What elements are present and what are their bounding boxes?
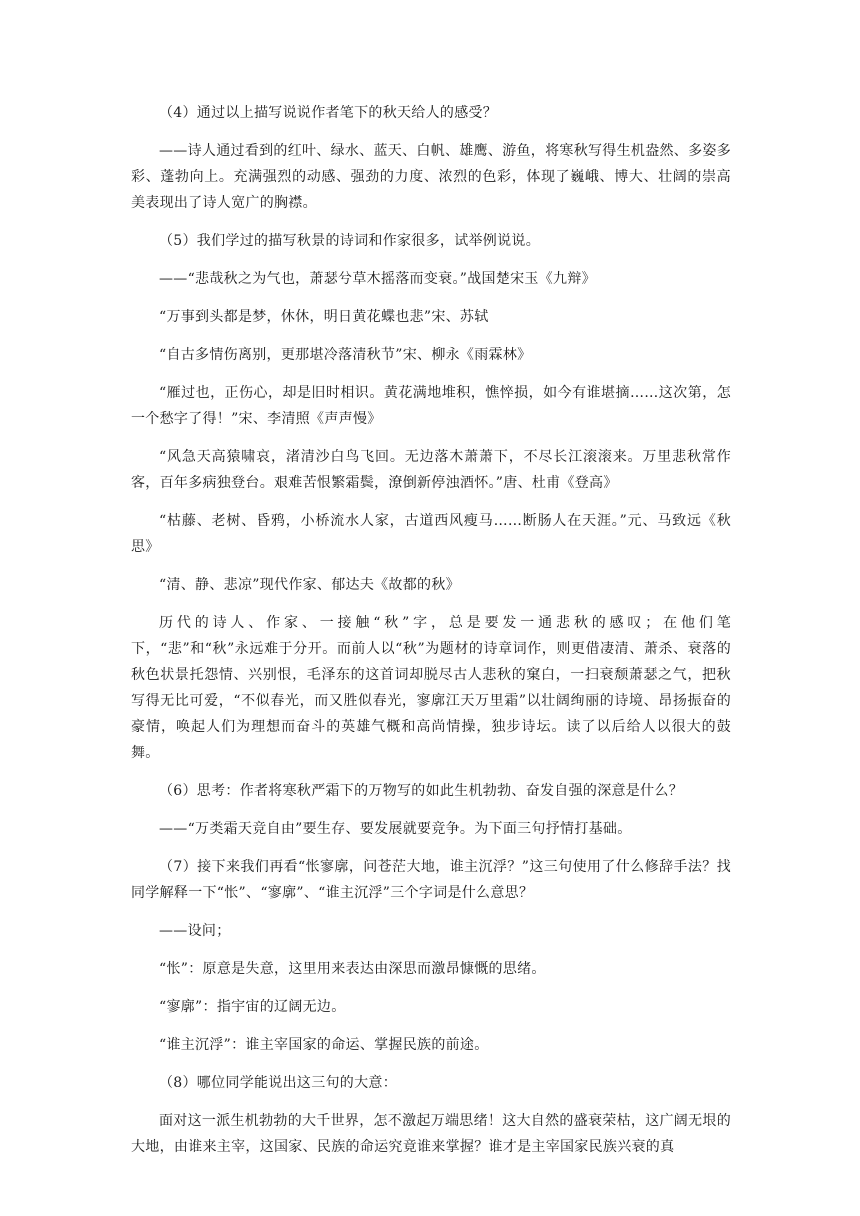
- question-7: （7）接下来我们再看“怅寥廓，问苍茫大地，谁主沉浮？”这三句使用了什么修辞手法？找同学解释一下“怅”、“寥廓”、“谁主沉浮”三个字词是什么意思？: [131, 859, 731, 901]
- quote-yudafu: “清、静、悲凉”现代作家、郁达夫《故都的秋》: [159, 577, 460, 593]
- answer-7: ——设问；: [159, 923, 231, 939]
- definition-liaokuo: “寥廓”：指宇宙的辽阔无边。: [159, 999, 346, 1015]
- answer-8: 面对这一派生机勃勃的大千世界，怎不激起万端思绪！这大自然的盛衰荣枯，这广阔无垠的大地，由谁来主宰，这国家、民族的命运究竟谁来掌握？谁才是主宰国家民族兴衰的真: [131, 1113, 731, 1155]
- answer-6: ——“万类霜天竞自由”要生存、要发展就要竞争。为下面三句抒情打基础。: [159, 821, 632, 837]
- question-5: （5）我们学过的描写秋景的诗词和作家很多，试举例说说。: [159, 233, 541, 249]
- question-6: （6）思考：作者将寒秋严霜下的万物写的如此生机勃勃、奋发自强的深意是什么？: [159, 783, 684, 799]
- definition-shuizhuchenfu: “谁主沉浮”：谁主宰国家的命运、掌握民族的前途。: [159, 1037, 489, 1053]
- poem-quote-songyu: ——“悲哉秋之为气也，萧瑟兮草木摇落而变衰。”战国楚宋玉《九辩》: [159, 271, 596, 287]
- poem-quote-dufu: “风急天高猿啸哀，渚清沙白鸟飞回。无边落木萧萧下，不尽长江滚滚来。万里悲秋常作客，百年多病独登台。艰难苦恨繁霜鬓，潦倒新停浊酒怀。”唐、杜甫《登高》: [131, 449, 731, 491]
- poem-quote-sushi: “万事到头都是梦，休休，明日黄花蝶也悲”宋、苏轼: [159, 309, 489, 325]
- question-8: （8）哪位同学能说出这三句的大意：: [159, 1075, 398, 1091]
- poem-quote-liqingzhao: “雁过也，正伤心，却是旧时相识。黄花满地堆积，憔悴损，如今有谁堪摘……这次第，怎一个愁字了得！”宋、李清照《声声慢》: [131, 385, 731, 427]
- commentary-paragraph: 历代的诗人、作家、一接触“秋”字，总是要发一通悲秋的感叹；在他们笔下，“悲”和“秋”永远难于分开。而前人以“秋”为题材的诗章词作，则更借凄清、萧杀、衰落的秋色状景托怨情、兴别恨，毛泽东的这首词却脱尽古人悲秋的窠白，一扫衰颓萧瑟之气，把秋写得无比可爱，“不似春光，而又胜似春光，寥廓江天万里霜”以壮阔绚丽的诗境、昂扬振奋的豪情，唤起人们为理想而奋斗的英雄气概和高尚情操，独步诗坛。读了以后给人以很大的鼓舞。: [131, 615, 731, 761]
- poem-quote-liuyong: “自古多情伤离别，更那堪冷落清秋节”宋、柳永《雨霖林》: [159, 347, 532, 363]
- definition-chang: “怅”：原意是失意，这里用来表达由深思而激昂慷慨的思绪。: [159, 961, 546, 977]
- answer-4: ——诗人通过看到的红叶、绿水、蓝天、白帆、雄鹰、游鱼，将寒秋写得生机盎然、多姿多彩、蓬勃向上。充满强烈的动感、强劲的力度、浓烈的色彩，体现了巍峨、博大、壮阔的崇高美表现出了诗人宽广的胸襟。: [131, 143, 731, 211]
- poem-quote-mazhiyuan: “枯藤、老树、昏鸦，小桥流水人家，古道西风瘦马……断肠人在天涯。”元、马致远《秋思》: [131, 513, 731, 555]
- document-body: [131, 100, 731, 1172]
- question-4: （4）通过以上描写说说作者笔下的秋天给人的感受？: [159, 105, 498, 121]
